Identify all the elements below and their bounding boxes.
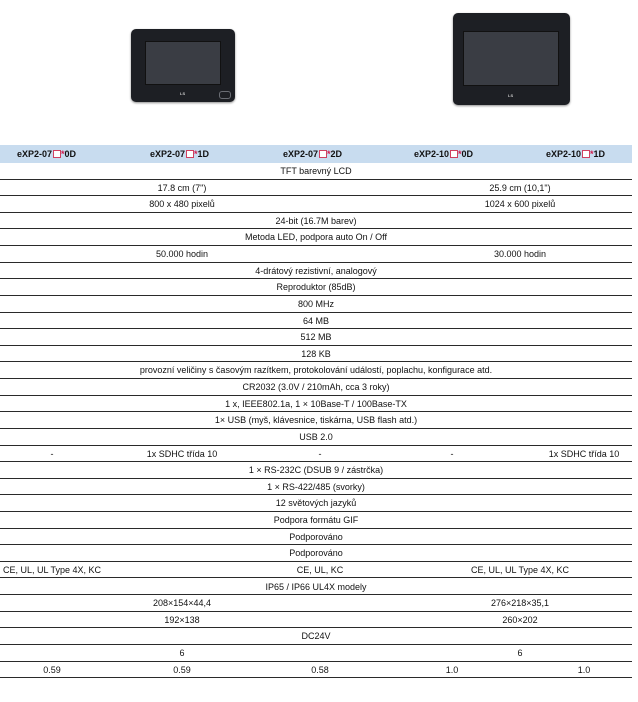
table-cell: 30.000 hodin: [493, 249, 547, 260]
table-row: [0, 362, 632, 379]
table-row: [0, 396, 632, 413]
table-cell: CE, UL, UL Type 4X, KC: [470, 564, 570, 575]
table-row: [0, 628, 632, 645]
variant-box-icon: [186, 150, 194, 158]
table-row: [0, 512, 632, 529]
model-suffix: 0D: [64, 149, 77, 159]
table-row: [0, 163, 632, 180]
table-cell: provozní veličiny s časovým razítkem, protokolování událostí, poplachu, konfigurace atd.: [139, 365, 493, 376]
table-row: [0, 329, 632, 346]
table-cell: 25.9 cm (10,1"): [489, 182, 551, 193]
table-row: [0, 446, 632, 463]
table-cell: 6: [179, 647, 185, 658]
table-cell: Podporováno: [289, 531, 343, 542]
table-cell: CR2032 (3.0V / 210mAh, cca 3 roky): [242, 382, 390, 393]
table-cell: 1024 x 600 pixelů: [484, 199, 556, 210]
table-row: [0, 196, 632, 213]
column-header-model: [414, 145, 473, 163]
variant-box-icon: [53, 150, 61, 158]
column-header-model: [150, 145, 209, 163]
table-cell: 1 × RS-422/485 (svorky): [267, 481, 365, 492]
table-row: [0, 180, 632, 197]
table-cell: -: [50, 448, 54, 459]
table-cell: 192×138: [164, 614, 200, 625]
model-prefix: eXP2-10: [546, 149, 582, 159]
model-star: *: [458, 149, 462, 159]
column-header-model: [283, 145, 342, 163]
model-star: *: [194, 149, 198, 159]
model-star: *: [61, 149, 65, 159]
column-header-model: [546, 145, 605, 163]
table-cell: 1 × RS-232C (DSUB 9 / zástrčka): [248, 465, 384, 476]
table-cell: Podpora formátu GIF: [273, 515, 359, 526]
table-row: [0, 662, 632, 679]
variant-box-icon: [450, 150, 458, 158]
table-row: [0, 229, 632, 246]
table-cell: 208×154×44,4: [152, 598, 212, 609]
table-cell: 1.0: [577, 664, 591, 675]
table-row: [0, 612, 632, 629]
table-header: [0, 145, 632, 163]
table-cell: -: [450, 448, 454, 459]
table-row: [0, 296, 632, 313]
table-row: [0, 645, 632, 662]
table-row: [0, 529, 632, 546]
model-suffix: 2D: [330, 149, 343, 159]
variant-box-icon: [319, 150, 327, 158]
table-cell: CE, UL, UL Type 4X, KC: [2, 564, 102, 575]
table-row: [0, 346, 632, 363]
table-cell: USB 2.0: [299, 431, 333, 442]
table-cell: -: [318, 448, 322, 459]
table-cell: 512 MB: [300, 332, 332, 343]
model-prefix: eXP2-07: [17, 149, 53, 159]
table-cell: 12 světových jazyků: [275, 498, 357, 509]
table-cell: 4-drátový rezistivní, analogový: [255, 265, 377, 276]
table-cell: 1 x, IEEE802.1a, 1 × 10Base-T / 100Base-TX: [225, 398, 407, 409]
table-cell: TFT barevný LCD: [280, 166, 352, 176]
variant-box-icon: [582, 150, 590, 158]
table-row: [0, 429, 632, 446]
model-prefix: eXP2-10: [414, 149, 450, 159]
table-row: [0, 595, 632, 612]
device-screen: [145, 41, 221, 85]
product-image-10inch: [453, 13, 570, 105]
table-cell: 0.59: [43, 664, 61, 675]
table-cell: 1x SDHC třída 10: [548, 448, 620, 459]
table-row: [0, 412, 632, 429]
table-cell: 17.8 cm (7"): [157, 182, 207, 193]
table-cell: 1× USB (myš, klávesnice, tiskárna, USB flash atd.): [214, 415, 418, 426]
table-row: [0, 545, 632, 562]
table-cell: Metoda LED, podpora auto On / Off: [245, 232, 387, 243]
table-cell: 24-bit (16.7M barev): [275, 215, 357, 226]
table-cell: DC24V: [301, 631, 331, 642]
table-cell: IP65 / IP66 UL4X modely: [265, 581, 367, 592]
table-cell: 276×218×35,1: [490, 598, 550, 609]
table-row: [0, 479, 632, 496]
model-star: *: [590, 149, 594, 159]
table-row: [0, 279, 632, 296]
device-screen: [463, 31, 559, 86]
table-row: [0, 313, 632, 330]
table-cell: 0.58: [311, 664, 329, 675]
table-row: [0, 495, 632, 512]
table-cell: 50.000 hodin: [155, 249, 209, 260]
model-suffix: 1D: [197, 149, 210, 159]
table-row: [0, 562, 632, 579]
model-suffix: 1D: [593, 149, 606, 159]
table-row: [0, 246, 632, 263]
model-star: *: [327, 149, 331, 159]
table-row: [0, 579, 632, 596]
table-row: [0, 379, 632, 396]
table-cell: CE, UL, KC: [296, 564, 344, 575]
device-logo: LS: [180, 91, 186, 96]
device-button: [219, 91, 231, 99]
table-cell: Podporováno: [289, 548, 343, 559]
table-cell: 64 MB: [302, 315, 330, 326]
table-cell: 260×202: [502, 614, 538, 625]
table-row: [0, 462, 632, 479]
model-prefix: eXP2-07: [283, 149, 319, 159]
model-suffix: 0D: [461, 149, 474, 159]
table-cell: 128 KB: [301, 348, 331, 359]
table-cell: 0.59: [173, 664, 191, 675]
product-image-7inch: [131, 29, 235, 102]
table-cell: 6: [517, 647, 523, 658]
table-cell: 800 x 480 pixelů: [149, 199, 215, 210]
column-header-model: [17, 145, 76, 163]
table-cell: 1x SDHC třída 10: [146, 448, 218, 459]
table-cell: Reproduktor (85dB): [276, 282, 356, 293]
device-logo: LS: [508, 93, 514, 98]
table-row: [0, 213, 632, 230]
table-cell: 1.0: [445, 664, 459, 675]
model-prefix: eXP2-07: [150, 149, 186, 159]
table-row: [0, 263, 632, 280]
table-cell: 800 MHz: [297, 298, 335, 309]
